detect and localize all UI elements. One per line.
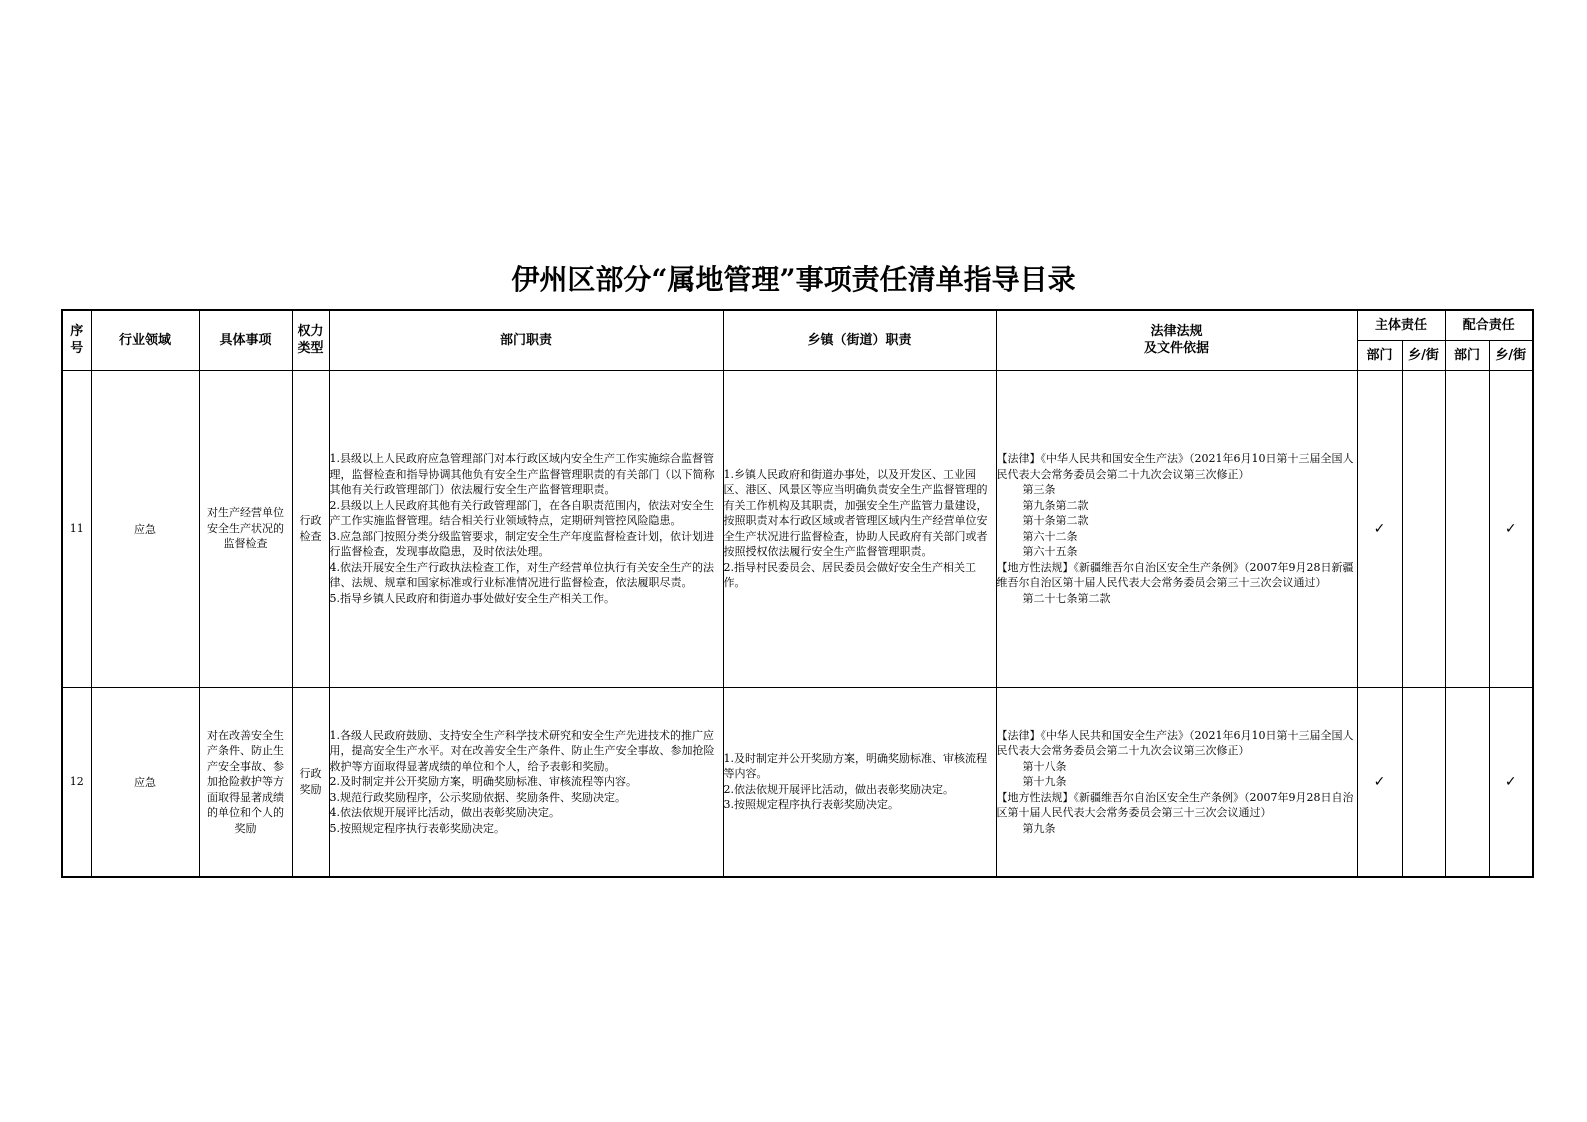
coop-dept-check: [1445, 687, 1489, 877]
duty-line: 3.规范行政奖励程序，公示奖励依据、奖励条件、奖励决定。: [329, 790, 626, 804]
law-line: 第九条: [1022, 821, 1056, 835]
law-line: 【法律】《中华人民共和国安全生产法》（2021年6月10日第十三届全国人民代表大会常务委员会第二十九次会议第三次修正）: [996, 728, 1354, 757]
item-cell: 对生产经营单位安全生产状况的监督检查: [199, 370, 292, 687]
header-industry: 行业领域: [91, 310, 199, 370]
dept-duty-cell: [329, 370, 723, 687]
duty-line: 2.依法依规开展评比活动，做出表彰奖励决定。: [723, 782, 954, 796]
duty-line: 1.县级以上人民政府应急管理部门对本行政区域内安全生产工作实施综合监督管理，监督检查和指导协调其他负有安全生产监督管理职责的有关部门（以下简称其他有关行政管理部门）依法履行安全生产监督管理职责。: [329, 452, 715, 496]
seq-cell: 12: [62, 687, 91, 877]
duty-line: 1.及时制定并公开奖励方案，明确奖励标准、审核流程等内容。: [723, 751, 987, 781]
industry-cell: 应急: [91, 370, 199, 687]
seq-cell: 11: [62, 370, 91, 687]
duty-line: 1.乡镇人民政府和街道办事处，以及开发区、工业园区、港区、风景区等应当明确负责安全生产监督管理的有关工作机构及其职责，加强安全生产监管力量建设，按照职责对本行政区域或者管理区域内生产经营单位安全生产状况进行监督检查，协助人民政府有关部门或者按照授权依法履行安全生产监督管理职责。: [723, 467, 988, 558]
header-power-type: 权力 类型: [292, 310, 329, 370]
main-dept-check: ✓: [1357, 687, 1402, 877]
law-line: 第三条: [1022, 483, 1056, 496]
header-town-duty: 乡镇（街道）职责: [723, 310, 996, 370]
industry-cell: 应急: [91, 687, 199, 877]
law-cell: [996, 370, 1357, 687]
duty-line: 4.依法开展安全生产行政执法检查工作，对生产经营单位执行有关安全生产的法律、法规、规章和国家标准或行业标准情况进行监督检查，依法履职尽责。: [329, 560, 714, 589]
law-line: 第十条第二款: [1022, 514, 1089, 527]
duty-line: 2.及时制定并公开奖励方案，明确奖励标准、审核流程等内容。: [329, 775, 637, 788]
law-line: 第十九条: [1022, 775, 1067, 788]
header-main-town: 乡/街: [1402, 340, 1445, 370]
law-line: 第二十七条第二款: [1022, 591, 1111, 605]
page-title: 伊州区部分“属地管理”事项责任清单指导目录: [511, 263, 1076, 296]
duty-line: 2.指导村民委员会、居民委员会做好安全生产相关工作。: [723, 560, 976, 589]
law-line: 【地方性法规】《新疆维吾尔自治区安全生产条例》（2007年9月28日自治区第十届人民代表大会常务委员会第三十三次会议通过）: [996, 790, 1354, 819]
dept-duty-cell: [329, 687, 723, 877]
law-line: 第十八条: [1022, 759, 1067, 773]
duty-line: 3.应急部门按照分类分级监管要求，制定安全生产年度监督检查计划，依计划进行监督检查，发现事故隐患，及时依法处理。: [329, 529, 714, 558]
table-body: [62, 370, 1533, 877]
header-seq: 序 号: [62, 310, 91, 370]
law-line: 【法律】《中华人民共和国安全生产法》（2021年6月10日第十三届全国人民代表大会常务委员会第二十九次会议第三次修正）: [996, 452, 1354, 481]
header-item: 具体事项: [199, 310, 292, 370]
duty-line: 1.各级人民政府鼓励、支持安全生产科学技术研究和安全生产先进技术的推广应用，提高安全生产水平。对在改善安全生产条件、防止生产安全事故、参加抢险救护等方面取得显著成绩的单位和个人，给予表彰和奖励。: [329, 728, 715, 773]
town-duty-cell: [723, 370, 996, 687]
item-cell: 对在改善安全生产条件、防止生产安全事故、参加抢险救护等方面取得显著成绩的单位和个人的奖励: [199, 687, 292, 877]
power-type-cell: 行政检查: [292, 370, 329, 687]
header-coop-responsibility: 配合责任: [1445, 310, 1533, 340]
header-dept-duty: 部门职责: [329, 310, 723, 370]
town-duty-cell: [723, 687, 996, 877]
duty-line: 4.依法依规开展评比活动，做出表彰奖励决定。: [329, 806, 560, 819]
table-row: [62, 370, 1533, 687]
law-line: 【地方性法规】《新疆维吾尔自治区安全生产条例》（2007年9月28日新疆维吾尔自治区第十届人民代表大会常务委员会第三十三次会议通过）: [996, 560, 1354, 589]
header-main-dept: 部门: [1357, 340, 1402, 370]
header-law: 法律法规 及文件依据: [996, 310, 1357, 370]
coop-town-check: ✓: [1489, 687, 1533, 877]
main-town-check: [1402, 687, 1445, 877]
law-line: 第六十二条: [1022, 529, 1078, 543]
coop-dept-check: [1445, 370, 1489, 687]
main-town-check: [1402, 370, 1445, 687]
duty-line: 2.县级以上人民政府其他有关行政管理部门，在各自职责范围内，依法对安全生产工作实施监督管理。结合相关行业领域特点，定期研判管控风险隐患。: [329, 498, 714, 527]
duty-line: 5.按照规定程序执行表彰奖励决定。: [329, 821, 505, 835]
power-type-cell: 行政奖励: [292, 687, 329, 877]
responsibility-table: [61, 309, 1534, 878]
law-line: 第六十五条: [1022, 545, 1078, 558]
header-coop-dept: 部门: [1445, 340, 1489, 370]
main-dept-check: ✓: [1357, 370, 1402, 687]
duty-line: 5.指导乡镇人民政府和街道办事处做好安全生产相关工作。: [329, 591, 615, 605]
header-main-responsibility: 主体责任: [1357, 310, 1445, 340]
duty-line: 3.按照规定程序执行表彰奖励决定。: [723, 798, 899, 812]
law-line: 第九条第二款: [1022, 498, 1089, 512]
header-coop-town: 乡/街: [1489, 340, 1533, 370]
law-cell: [996, 687, 1357, 877]
table-row: [62, 687, 1533, 877]
coop-town-check: ✓: [1489, 370, 1533, 687]
